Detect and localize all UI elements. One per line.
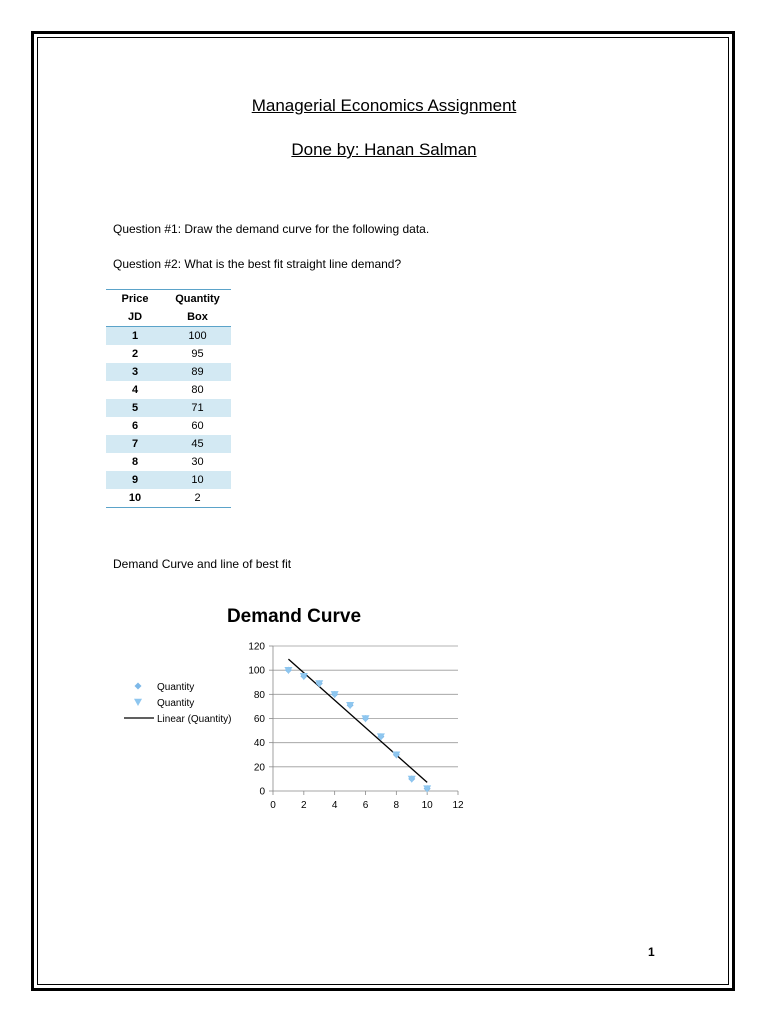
- table-row: [106, 489, 231, 508]
- y-tick-label: 120: [248, 641, 265, 653]
- legend-label: Linear (Quantity): [157, 714, 232, 725]
- header-price-unit: JD: [106, 308, 164, 327]
- table-header-row: [106, 290, 231, 309]
- document-title: Managerial Economics Assignment: [251, 96, 517, 115]
- page-border-inner: [37, 37, 729, 985]
- table-row: [106, 363, 231, 381]
- trendline: [288, 659, 427, 782]
- y-tick-label: 80: [253, 689, 265, 701]
- price-cell: 4: [131, 384, 139, 396]
- price-cell: 3: [106, 363, 164, 381]
- table-row: [106, 435, 231, 453]
- header-price: Price: [121, 292, 149, 305]
- quantity-cell: 30: [191, 456, 204, 468]
- price-cell: 5: [106, 399, 164, 417]
- table-row: [106, 399, 231, 417]
- quantity-cell: 100: [164, 327, 231, 346]
- price-cell: 2: [131, 348, 139, 360]
- price-cell: 10: [128, 492, 142, 504]
- chart-title: Demand Curve: [226, 606, 362, 627]
- price-cell: 1: [106, 327, 164, 346]
- table-row: [106, 381, 231, 399]
- x-tick-label: 6: [362, 800, 369, 811]
- document-author: Done by: Hanan Salman: [291, 140, 477, 159]
- x-tick-label: 0: [270, 800, 276, 811]
- legend-marker-diamond: [135, 683, 142, 690]
- x-tick-label: 10: [421, 800, 433, 811]
- question-1: Question #1: Draw the demand curve for the following data.: [113, 222, 430, 236]
- legend-label: Quantity: [157, 698, 195, 709]
- quantity-cell: 45: [164, 435, 231, 453]
- chart-caption: Demand Curve and line of best fit: [113, 557, 292, 571]
- quantity-cell: 89: [164, 363, 231, 381]
- y-tick-label: 60: [253, 714, 265, 725]
- price-cell: 8: [131, 456, 139, 468]
- page-number: 1: [648, 945, 655, 959]
- table-row: [106, 471, 231, 489]
- price-quantity-table: [106, 289, 231, 508]
- price-cell: 9: [106, 471, 164, 489]
- quantity-cell: 10: [164, 471, 231, 489]
- table-row: [106, 345, 231, 363]
- x-tick-label: 4: [331, 800, 338, 811]
- quantity-cell: 71: [164, 399, 231, 417]
- table-header-row: [106, 308, 231, 327]
- y-tick-label: 40: [253, 738, 265, 750]
- table-row: [106, 327, 231, 346]
- quantity-cell: 60: [191, 420, 204, 432]
- y-tick-label: 20: [253, 762, 265, 774]
- header-quantity: Quantity: [175, 292, 220, 305]
- quantity-cell: 80: [191, 384, 204, 396]
- legend-marker-triangle: [134, 699, 142, 706]
- table-row: [106, 417, 231, 435]
- price-cell: 7: [106, 435, 164, 453]
- x-tick-label: 2: [301, 800, 307, 811]
- table-row: [106, 453, 231, 471]
- header-quantity-unit: Box: [164, 308, 231, 327]
- question-2: Question #2: What is the best fit straight line demand?: [113, 257, 402, 271]
- quantity-cell: 95: [191, 348, 204, 360]
- x-tick-label: 12: [452, 800, 464, 811]
- price-cell: 6: [131, 420, 139, 432]
- y-tick-label: 0: [259, 786, 265, 798]
- y-tick-label: 100: [248, 665, 265, 677]
- quantity-cell: 2: [194, 492, 201, 504]
- x-tick-label: 8: [393, 800, 400, 811]
- demand-curve-chart: [100, 595, 480, 825]
- legend-label: Quantity: [157, 682, 195, 693]
